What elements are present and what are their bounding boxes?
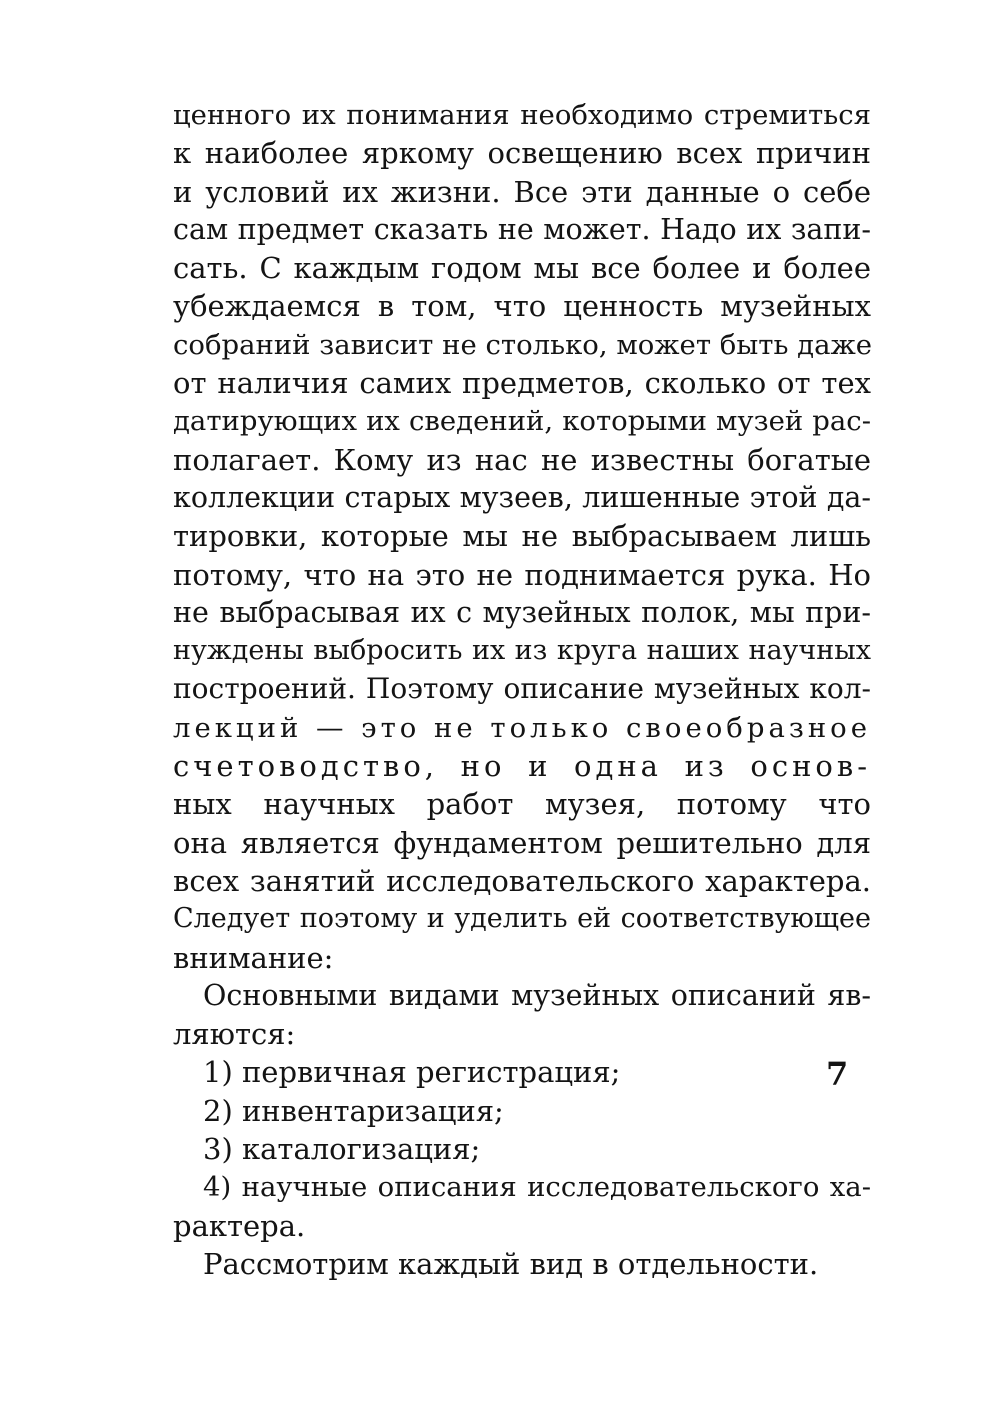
text-line: построений. Поэтому описание музейных кол- xyxy=(173,672,871,706)
text-line: ляются: xyxy=(173,1017,296,1052)
text-line: полагает. Кому из нас не известны богатые xyxy=(173,442,871,477)
text-line: лекций — это не только своеобразное xyxy=(173,711,871,744)
text-line: сам предмет сказать не может. Надо их запи- xyxy=(173,212,871,246)
page-number: 7 xyxy=(826,1055,849,1093)
text-line: всех занятий исследовательского характера. xyxy=(173,863,871,898)
text-line: Следует поэтому и уделить ей соответствующее xyxy=(173,903,871,935)
text-line: тировки, которые мы не выбрасываем лишь xyxy=(173,519,871,554)
list-item: 1) первичная регистрация; xyxy=(203,1055,621,1090)
text-line: датирующих их сведений, которыми музей рас- xyxy=(173,405,871,438)
body-text xyxy=(173,96,871,1283)
text-line: коллекции старых музеев, лишенные этой да- xyxy=(173,480,871,514)
text-line: ценного их понимания необходимо стремиться xyxy=(173,99,871,131)
text-line: нуждены выбросить их из круга наших научных xyxy=(173,635,871,667)
list-item: 4) научные описания исследовательского ха- xyxy=(203,1171,871,1204)
text-line: ных научных работ музея, потому что xyxy=(173,787,871,822)
text-line: убеждаемся в том, что ценность музейных xyxy=(173,289,871,324)
text-line: к наиболее яркому освещению всех причин xyxy=(173,136,871,171)
list-item: 2) инвентаризация; xyxy=(203,1093,504,1128)
text-line: счетоводство, но и одна из основ- xyxy=(173,749,871,784)
text-line: внимание: xyxy=(173,940,334,975)
text-line: потому, что на это не поднимается рука. Но xyxy=(173,557,871,592)
text-line: сать. С каждым годом мы все более и более xyxy=(173,251,871,286)
text-line: и условий их жизни. Все эти данные о себе xyxy=(173,174,871,209)
text-line: Основными видами музейных описаний яв- xyxy=(203,978,871,1012)
text-line: собраний зависит не столько, может быть даже xyxy=(173,328,873,361)
text-line: она является фундаментом решительно для xyxy=(173,825,871,860)
list-item: 3) каталогизация; xyxy=(203,1132,481,1167)
text-line: от наличия самих предметов, сколько от тех xyxy=(173,366,871,401)
text-line: Рассмотрим каждый вид в отдельности. xyxy=(203,1246,819,1281)
text-line: не выбрасывая их с музейных полок, мы при- xyxy=(173,595,871,629)
text-line: рактера. xyxy=(173,1208,306,1243)
